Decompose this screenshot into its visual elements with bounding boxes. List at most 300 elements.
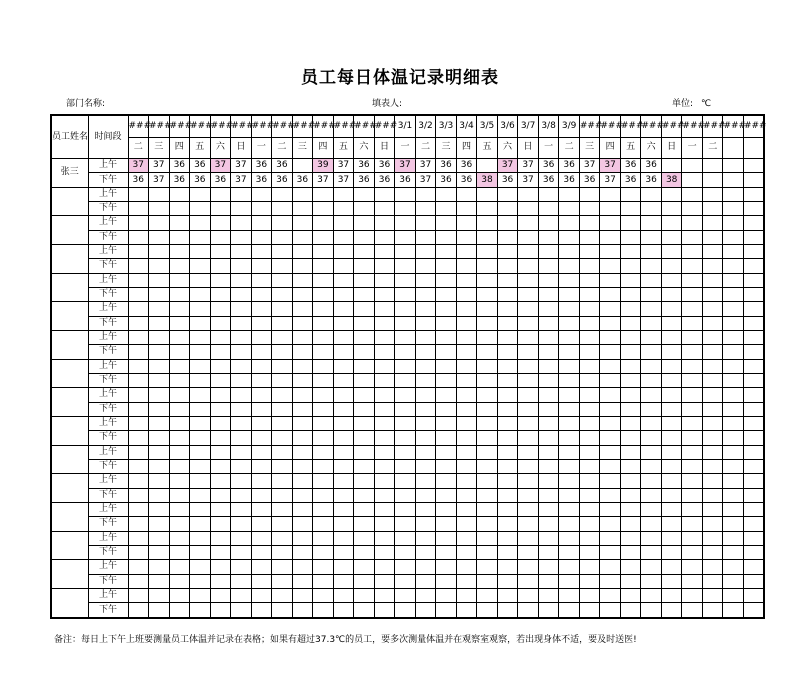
temperature-cell[interactable] [395,517,416,531]
temperature-cell[interactable] [497,402,518,416]
temperature-cell[interactable] [354,431,375,445]
temperature-cell[interactable] [723,603,744,618]
temperature-cell[interactable] [272,373,293,387]
temperature-cell[interactable] [374,402,395,416]
temperature-cell[interactable] [436,431,457,445]
temperature-cell[interactable] [190,560,211,574]
temperature-cell[interactable] [354,502,375,516]
temperature-cell[interactable] [128,445,149,459]
temperature-cell[interactable] [661,517,682,531]
temperature-cell[interactable] [251,273,272,287]
temperature-cell[interactable] [477,445,498,459]
temperature-cell[interactable] [354,273,375,287]
temperature-cell[interactable] [415,345,436,359]
temperature-cell[interactable] [538,459,559,473]
temperature-cell[interactable] [313,402,334,416]
temperature-cell[interactable] [723,287,744,301]
temperature-cell[interactable] [210,474,231,488]
temperature-cell[interactable] [518,560,539,574]
temperature-cell[interactable] [313,259,334,273]
temperature-cell[interactable]: 36 [456,159,477,173]
temperature-cell[interactable] [600,402,621,416]
temperature-cell[interactable] [272,316,293,330]
temperature-cell[interactable] [210,202,231,216]
temperature-cell[interactable] [579,603,600,618]
temperature-cell[interactable] [149,244,170,258]
temperature-cell[interactable] [231,574,252,588]
temperature-cell[interactable] [538,259,559,273]
temperature-cell[interactable] [128,459,149,473]
temperature-cell[interactable] [538,216,559,230]
temperature-cell[interactable] [333,302,354,316]
temperature-cell[interactable] [313,345,334,359]
temperature-cell[interactable] [477,388,498,402]
temperature-cell[interactable] [518,273,539,287]
temperature-cell[interactable] [374,345,395,359]
temperature-cell[interactable] [682,531,703,545]
employee-name-cell[interactable] [51,474,88,503]
temperature-cell[interactable]: 37 [518,159,539,173]
temperature-cell[interactable] [682,216,703,230]
temperature-cell[interactable] [169,574,190,588]
temperature-cell[interactable] [128,517,149,531]
temperature-cell[interactable] [456,588,477,602]
temperature-cell[interactable] [128,316,149,330]
temperature-cell[interactable]: 36 [190,173,211,187]
temperature-cell[interactable] [641,545,662,559]
temperature-cell[interactable] [743,488,764,502]
temperature-cell[interactable] [702,173,723,187]
temperature-cell[interactable] [395,373,416,387]
temperature-cell[interactable] [436,531,457,545]
temperature-cell[interactable] [190,216,211,230]
temperature-cell[interactable] [313,431,334,445]
temperature-cell[interactable] [415,416,436,430]
temperature-cell[interactable] [579,445,600,459]
temperature-cell[interactable] [682,302,703,316]
temperature-cell[interactable] [169,359,190,373]
temperature-cell[interactable] [518,287,539,301]
temperature-cell[interactable] [251,545,272,559]
temperature-cell[interactable] [292,216,313,230]
temperature-cell[interactable] [620,560,641,574]
temperature-cell[interactable] [292,545,313,559]
temperature-cell[interactable] [169,502,190,516]
temperature-cell[interactable] [210,316,231,330]
temperature-cell[interactable] [497,488,518,502]
employee-name-cell[interactable] [51,388,88,417]
temperature-cell[interactable] [231,459,252,473]
temperature-cell[interactable] [723,244,744,258]
temperature-cell[interactable] [272,359,293,373]
temperature-cell[interactable] [354,388,375,402]
temperature-cell[interactable] [743,574,764,588]
temperature-cell[interactable] [497,531,518,545]
temperature-cell[interactable] [456,373,477,387]
temperature-cell[interactable] [374,244,395,258]
temperature-cell[interactable] [518,244,539,258]
temperature-cell[interactable] [190,488,211,502]
temperature-cell[interactable] [702,517,723,531]
temperature-cell[interactable] [251,187,272,201]
temperature-cell[interactable] [620,187,641,201]
temperature-cell[interactable] [354,345,375,359]
temperature-cell[interactable] [682,259,703,273]
temperature-cell[interactable] [128,202,149,216]
temperature-cell[interactable] [518,345,539,359]
temperature-cell[interactable] [190,202,211,216]
temperature-cell[interactable] [559,474,580,488]
temperature-cell[interactable]: 36 [169,173,190,187]
temperature-cell[interactable] [415,316,436,330]
temperature-cell[interactable] [620,330,641,344]
temperature-cell[interactable] [251,359,272,373]
temperature-cell[interactable] [251,588,272,602]
temperature-cell[interactable] [702,560,723,574]
temperature-cell[interactable] [538,488,559,502]
temperature-cell[interactable] [292,445,313,459]
temperature-cell[interactable] [395,445,416,459]
temperature-cell[interactable] [518,574,539,588]
temperature-cell[interactable] [231,273,252,287]
temperature-cell[interactable] [251,416,272,430]
temperature-cell[interactable] [497,230,518,244]
temperature-cell[interactable] [559,560,580,574]
temperature-cell[interactable] [702,359,723,373]
temperature-cell[interactable] [251,459,272,473]
temperature-cell[interactable] [169,474,190,488]
temperature-cell[interactable] [661,316,682,330]
temperature-cell[interactable]: 36 [190,159,211,173]
temperature-cell[interactable]: 36 [374,159,395,173]
temperature-cell[interactable] [128,302,149,316]
temperature-cell[interactable] [579,302,600,316]
temperature-cell[interactable] [354,416,375,430]
employee-name-cell[interactable] [51,273,88,302]
temperature-cell[interactable] [538,545,559,559]
temperature-cell[interactable] [251,244,272,258]
temperature-cell[interactable] [395,273,416,287]
temperature-cell[interactable] [743,416,764,430]
temperature-cell[interactable] [313,202,334,216]
temperature-cell[interactable] [579,531,600,545]
temperature-cell[interactable] [641,373,662,387]
temperature-cell[interactable] [579,316,600,330]
temperature-cell[interactable] [231,388,252,402]
temperature-cell[interactable] [559,359,580,373]
temperature-cell[interactable]: 36 [436,159,457,173]
temperature-cell[interactable] [272,545,293,559]
temperature-cell[interactable] [723,330,744,344]
temperature-cell[interactable] [354,545,375,559]
temperature-cell[interactable] [210,531,231,545]
temperature-cell[interactable] [313,273,334,287]
temperature-cell[interactable] [702,588,723,602]
temperature-cell[interactable] [723,273,744,287]
temperature-cell[interactable] [333,330,354,344]
employee-name-cell[interactable] [51,416,88,445]
temperature-cell[interactable] [333,244,354,258]
temperature-cell[interactable] [436,345,457,359]
temperature-cell[interactable] [477,502,498,516]
temperature-cell[interactable] [518,388,539,402]
temperature-cell[interactable] [538,330,559,344]
temperature-cell[interactable] [272,445,293,459]
temperature-cell[interactable] [210,574,231,588]
temperature-cell[interactable] [641,531,662,545]
temperature-cell[interactable] [210,517,231,531]
temperature-cell[interactable] [723,173,744,187]
temperature-cell[interactable] [518,459,539,473]
temperature-cell[interactable] [579,502,600,516]
temperature-cell[interactable] [292,345,313,359]
temperature-cell[interactable] [251,216,272,230]
temperature-cell[interactable] [231,560,252,574]
temperature-cell[interactable] [497,445,518,459]
temperature-cell[interactable] [333,216,354,230]
temperature-cell[interactable] [374,373,395,387]
temperature-cell[interactable] [620,316,641,330]
temperature-cell[interactable] [682,416,703,430]
temperature-cell[interactable] [169,230,190,244]
temperature-cell[interactable] [661,373,682,387]
temperature-cell[interactable] [641,287,662,301]
temperature-cell[interactable] [620,287,641,301]
temperature-cell[interactable] [518,202,539,216]
temperature-cell[interactable] [497,545,518,559]
temperature-cell[interactable] [579,402,600,416]
temperature-cell[interactable] [333,202,354,216]
temperature-cell[interactable] [251,230,272,244]
temperature-cell[interactable] [292,574,313,588]
temperature-cell[interactable] [641,603,662,618]
temperature-cell[interactable] [292,474,313,488]
temperature-cell[interactable] [661,345,682,359]
temperature-cell[interactable] [559,388,580,402]
temperature-cell[interactable] [415,488,436,502]
temperature-cell[interactable] [169,445,190,459]
temperature-cell[interactable] [682,388,703,402]
temperature-cell[interactable] [128,588,149,602]
temperature-cell[interactable] [354,474,375,488]
temperature-cell[interactable] [477,588,498,602]
temperature-cell[interactable] [415,330,436,344]
temperature-cell[interactable] [559,459,580,473]
temperature-cell[interactable] [436,416,457,430]
temperature-cell[interactable] [169,402,190,416]
temperature-cell[interactable] [682,316,703,330]
temperature-cell[interactable] [149,474,170,488]
temperature-cell[interactable] [374,603,395,618]
temperature-cell[interactable] [661,273,682,287]
temperature-cell[interactable] [354,531,375,545]
temperature-cell[interactable] [395,502,416,516]
temperature-cell[interactable] [620,459,641,473]
temperature-cell[interactable] [313,517,334,531]
temperature-cell[interactable] [661,459,682,473]
employee-name-cell[interactable] [51,330,88,359]
temperature-cell[interactable] [600,345,621,359]
temperature-cell[interactable] [292,259,313,273]
temperature-cell[interactable] [272,416,293,430]
temperature-cell[interactable] [579,459,600,473]
temperature-cell[interactable] [538,445,559,459]
temperature-cell[interactable] [723,230,744,244]
temperature-cell[interactable] [477,287,498,301]
temperature-cell[interactable] [702,202,723,216]
temperature-cell[interactable] [333,402,354,416]
temperature-cell[interactable] [641,273,662,287]
temperature-cell[interactable] [415,244,436,258]
temperature-cell[interactable] [661,502,682,516]
temperature-cell[interactable] [251,316,272,330]
temperature-cell[interactable] [702,216,723,230]
temperature-cell[interactable] [272,330,293,344]
temperature-cell[interactable] [579,545,600,559]
temperature-cell[interactable] [579,588,600,602]
temperature-cell[interactable] [292,373,313,387]
temperature-cell[interactable] [374,531,395,545]
temperature-cell[interactable] [702,187,723,201]
temperature-cell[interactable] [272,287,293,301]
temperature-cell[interactable] [641,588,662,602]
temperature-cell[interactable] [682,488,703,502]
temperature-cell[interactable] [272,244,293,258]
temperature-cell[interactable] [477,244,498,258]
temperature-cell[interactable] [456,287,477,301]
temperature-cell[interactable] [313,502,334,516]
temperature-cell[interactable] [723,202,744,216]
temperature-cell[interactable] [477,302,498,316]
temperature-cell[interactable] [128,488,149,502]
temperature-cell[interactable] [682,474,703,488]
temperature-cell[interactable] [620,545,641,559]
temperature-cell[interactable] [456,388,477,402]
temperature-cell[interactable] [128,216,149,230]
temperature-cell[interactable] [292,244,313,258]
temperature-cell[interactable] [559,302,580,316]
temperature-cell[interactable] [190,230,211,244]
temperature-cell[interactable] [272,560,293,574]
temperature-cell[interactable] [190,345,211,359]
temperature-cell[interactable] [456,603,477,618]
temperature-cell[interactable] [682,345,703,359]
temperature-cell[interactable] [313,287,334,301]
employee-name-cell[interactable] [51,560,88,589]
temperature-cell[interactable]: 37 [415,173,436,187]
temperature-cell[interactable] [600,445,621,459]
temperature-cell[interactable] [436,517,457,531]
employee-name-cell[interactable] [51,445,88,474]
temperature-cell[interactable] [579,187,600,201]
temperature-cell[interactable] [210,287,231,301]
temperature-cell[interactable] [723,545,744,559]
temperature-cell[interactable] [231,259,252,273]
temperature-cell[interactable] [231,359,252,373]
temperature-cell[interactable] [272,259,293,273]
temperature-cell[interactable] [600,574,621,588]
temperature-cell[interactable] [579,517,600,531]
temperature-cell[interactable] [723,474,744,488]
temperature-cell[interactable] [743,388,764,402]
temperature-cell[interactable] [743,402,764,416]
temperature-cell[interactable] [149,373,170,387]
temperature-cell[interactable] [538,187,559,201]
temperature-cell[interactable] [231,202,252,216]
temperature-cell[interactable] [436,445,457,459]
temperature-cell[interactable] [456,545,477,559]
temperature-cell[interactable] [518,445,539,459]
temperature-cell[interactable] [333,230,354,244]
temperature-cell[interactable] [518,474,539,488]
temperature-cell[interactable] [600,373,621,387]
temperature-cell[interactable] [210,502,231,516]
temperature-cell[interactable] [641,187,662,201]
temperature-cell[interactable] [600,560,621,574]
temperature-cell[interactable] [149,488,170,502]
temperature-cell[interactable] [292,202,313,216]
temperature-cell[interactable] [313,560,334,574]
temperature-cell[interactable] [128,345,149,359]
temperature-cell[interactable] [559,531,580,545]
temperature-cell[interactable] [723,416,744,430]
temperature-cell[interactable] [723,216,744,230]
temperature-cell[interactable] [231,474,252,488]
temperature-cell[interactable] [333,517,354,531]
temperature-cell[interactable] [313,545,334,559]
temperature-cell[interactable] [641,302,662,316]
temperature-cell[interactable] [723,345,744,359]
temperature-cell[interactable] [559,373,580,387]
temperature-cell[interactable] [395,488,416,502]
temperature-cell[interactable] [743,230,764,244]
temperature-cell[interactable] [210,588,231,602]
temperature-cell[interactable] [415,388,436,402]
temperature-cell[interactable] [579,273,600,287]
temperature-cell[interactable] [723,373,744,387]
temperature-cell[interactable] [292,159,313,173]
temperature-cell[interactable] [272,502,293,516]
temperature-cell[interactable] [436,316,457,330]
temperature-cell[interactable] [190,416,211,430]
temperature-cell[interactable] [272,459,293,473]
temperature-cell[interactable] [415,560,436,574]
temperature-cell[interactable] [743,502,764,516]
temperature-cell[interactable] [354,216,375,230]
temperature-cell[interactable] [190,459,211,473]
temperature-cell[interactable] [641,216,662,230]
temperature-cell[interactable] [128,273,149,287]
temperature-cell[interactable] [415,402,436,416]
temperature-cell[interactable] [743,216,764,230]
temperature-cell[interactable]: 37 [149,173,170,187]
temperature-cell[interactable] [374,316,395,330]
temperature-cell[interactable] [620,488,641,502]
temperature-cell[interactable] [395,230,416,244]
temperature-cell[interactable] [436,373,457,387]
temperature-cell[interactable] [682,230,703,244]
temperature-cell[interactable] [333,474,354,488]
temperature-cell[interactable] [620,202,641,216]
temperature-cell[interactable] [497,560,518,574]
temperature-cell[interactable] [415,574,436,588]
temperature-cell[interactable] [518,259,539,273]
employee-name-cell[interactable] [51,502,88,531]
temperature-cell[interactable]: 36 [272,173,293,187]
temperature-cell[interactable] [559,416,580,430]
temperature-cell[interactable] [456,302,477,316]
temperature-cell[interactable] [128,330,149,344]
